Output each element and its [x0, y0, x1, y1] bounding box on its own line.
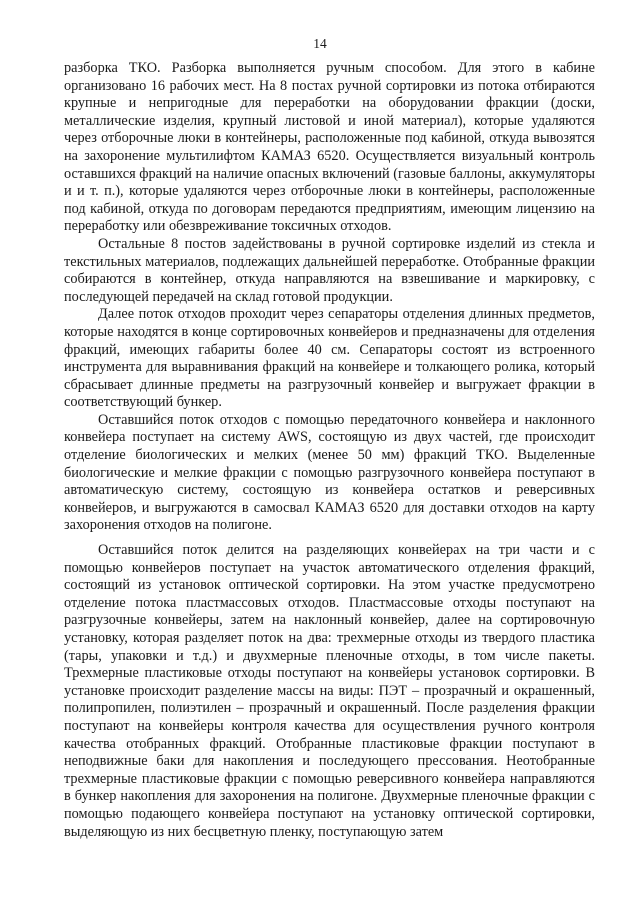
- paragraph-1: разборка ТКО. Разборка выполняется ручным способом. Для этого в кабине организовано 16 рабочих мест. На 8 постах ручной сортировки из потока отбираются крупные и непригодные для переработки на оборудовании фракции (доски, металлические изделия, крупный листовой и иной материал), которые удаляются через отборочные люки в контейнеры, расположенные под кабиной, откуда вывозятся на захоронение мультилифтом КАМАЗ 6520. Осуществляется визуальный контроль оставшихся фракций на наличие опасных включений (газовые баллоны, аккумуляторы и и т. п.), которые удаляются через отборочные люки в контейнеры, расположенные под кабиной, откуда по договорам передаются предприятиям, имеющим лицензию на переработку или обезвреживание токсичных отходов.: [64, 60, 595, 235]
- paragraph-5: Оставшийся поток делится на разделяющих конвейерах на три части и с помощью конвейеров поступает на участок автоматического отделения фракций, состоящий из установок оптической сортировки. На этом участке предусмотрено отделение потока пластмассовых отходов. Пластмассовые отходы поступают на разгрузочные конвейеры, затем на наклонный конвейер, далее на сортировочную установку, которая разделяет поток на два: трехмерные отходы из твердого пластика (тары, упаковки и т.д.) и двухмерные пленочные отходы, в том числе пакеты. Трехмерные пластиковые отходы поступают на конвейеры установок сортировки. В установке происходит разделение массы на виды: ПЭТ – прозрачный и окрашенный, полипропилен, полиэтилен – прозрачный и окрашенный. После разделения фракции поступают на конвейеры контроля качества для осуществления ручного контроля качества отобранных фракций. Отобранные пластиковые фракции поступают в неподвижные баки для накопления и последующего прессования. Неотобранные трехмерные пластиковые фракции с помощью реверсивного конвейера направляются в бункер накопления для захоронения на полигоне. Двухмерные пленочные фракции с помощью подающего конвейера поступают на установку оптической сортировки, выделяющую из них бесцветную пленку, поступающую затем: [64, 542, 595, 840]
- paragraph-4: Оставшийся поток отходов с помощью передаточного конвейера и наклонного конвейера поступает на систему AWS, состоящую из двух частей, где происходит отделение биологических и мелких (менее 50 мм) фракций ТКО. Выделенные биологические и мелкие фракции с помощью разгрузочного конвейера поступают в автоматическую систему, состоящую из конвейера остатков и реверсивных конвейеров, и выгружаются в самосвал КАМАЗ 6520 для доставки отходов на карту захоронения отходов на полигоне.: [64, 411, 595, 534]
- paragraph-3: Далее поток отходов проходит через сепараторы отделения длинных предметов, которые находятся в конце сортировочных конвейеров и предназначены для отделения фракций, имеющих габариты более 40 см. Сепараторы состоят из встроенного инструмента для выравнивания фракций на конвейере и толкающего ролика, который сбрасывает длинные предметы на разгрузочный конвейер и выгружает фракции в соответствующий бункер.: [64, 306, 595, 411]
- page-number: 14: [313, 36, 327, 51]
- body-text: [64, 60, 595, 841]
- paragraph-2: Остальные 8 постов задействованы в ручной сортировке изделий из стекла и текстильных материалов, подлежащих дальнейшей переработке. Отобранные фракции собираются в контейнер, откуда направляются на взвешивание и маркировку, с последующей передачей на склад готовой продукции.: [64, 235, 595, 305]
